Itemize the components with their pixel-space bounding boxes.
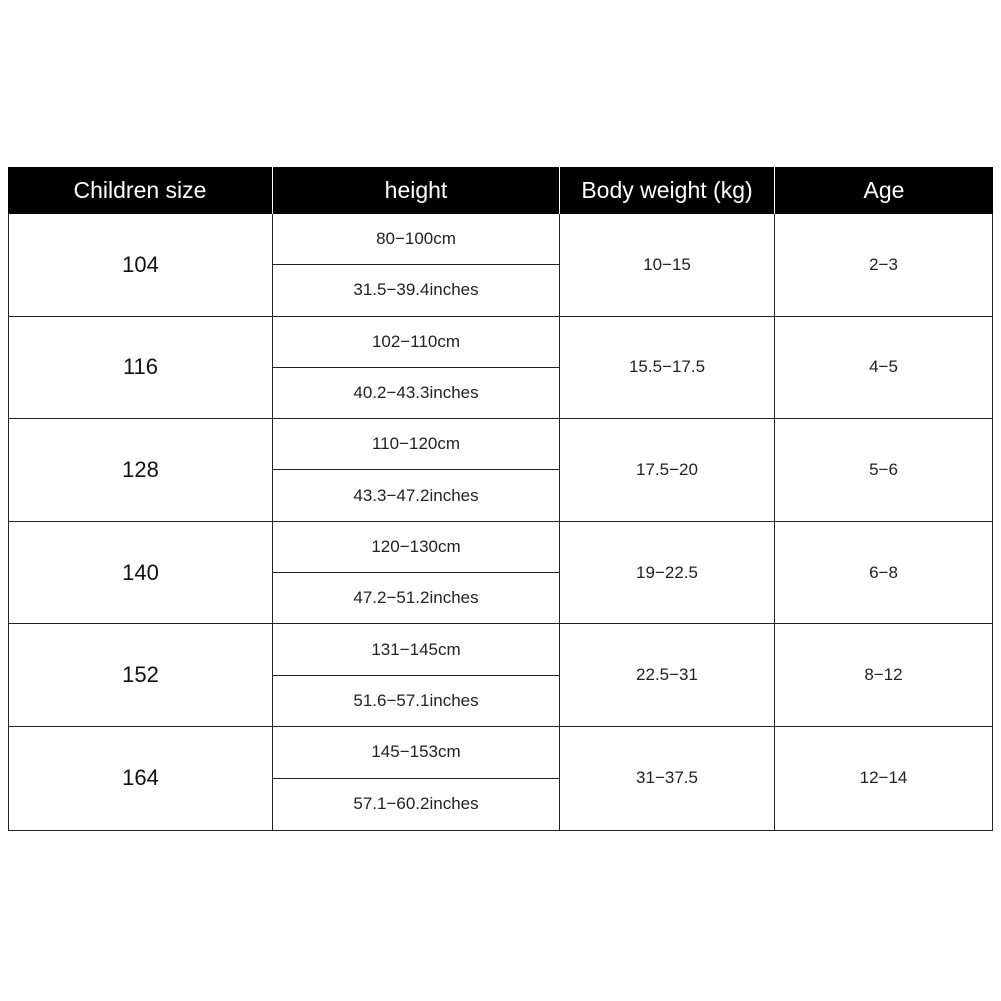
height-inches-value: 47.2−51.2inches <box>353 588 479 608</box>
height-cm-value: 102−110cm <box>273 317 559 368</box>
height-inches-value: 40.2−43.3inches <box>353 383 479 403</box>
weight-cell: 31−37.5 <box>560 727 775 830</box>
height-inches-value: 57.1−60.2inches <box>353 794 479 814</box>
age-cell: 6−8 <box>869 562 898 582</box>
header-body-weight: Body weight (kg) <box>560 167 775 214</box>
weight-cell: 10−15 <box>560 214 775 316</box>
height-cell <box>273 317 560 419</box>
age-cell: 2−3 <box>869 254 898 274</box>
header-children-size: Children size <box>8 167 273 214</box>
weight-cell: 22.5−31 <box>560 624 775 726</box>
size-cell: 116 <box>9 317 273 419</box>
table-body <box>8 214 993 831</box>
height-cm-value: 110−120cm <box>273 419 559 470</box>
size-chart-table <box>8 167 993 831</box>
table-row <box>9 419 992 522</box>
height-cm-value: 80−100cm <box>273 214 559 265</box>
height-inches-value: 31.5−39.4inches <box>353 280 479 300</box>
table-row <box>9 522 992 625</box>
height-cm-value: 120−130cm <box>273 522 559 573</box>
height-cm-value: 145−153cm <box>273 727 559 779</box>
height-cell <box>273 522 560 624</box>
height-inches-value: 51.6−57.1inches <box>353 690 479 710</box>
height-cell <box>273 419 560 521</box>
table-row <box>9 317 992 420</box>
age-cell: 8−12 <box>864 665 903 685</box>
size-cell: 140 <box>9 522 273 624</box>
size-cell: 128 <box>9 419 273 521</box>
table-row <box>9 214 992 317</box>
weight-cell: 17.5−20 <box>560 419 775 521</box>
table-row <box>9 727 992 830</box>
age-cell: 4−5 <box>869 357 898 377</box>
age-cell: 12−14 <box>859 768 908 788</box>
age-cell: 5−6 <box>869 459 898 479</box>
height-cm-value: 131−145cm <box>273 624 559 675</box>
size-cell: 152 <box>9 624 273 726</box>
weight-cell: 15.5−17.5 <box>560 317 775 419</box>
weight-cell: 19−22.5 <box>560 522 775 624</box>
size-cell: 104 <box>9 214 273 316</box>
header-height: height <box>273 167 560 214</box>
height-cell <box>273 214 560 316</box>
height-cell <box>273 624 560 726</box>
header-age: Age <box>863 177 905 203</box>
height-cell <box>273 727 560 830</box>
table-row <box>9 624 992 727</box>
table-header-row <box>8 167 993 214</box>
height-inches-value: 43.3−47.2inches <box>353 485 479 505</box>
size-cell: 164 <box>9 727 273 830</box>
